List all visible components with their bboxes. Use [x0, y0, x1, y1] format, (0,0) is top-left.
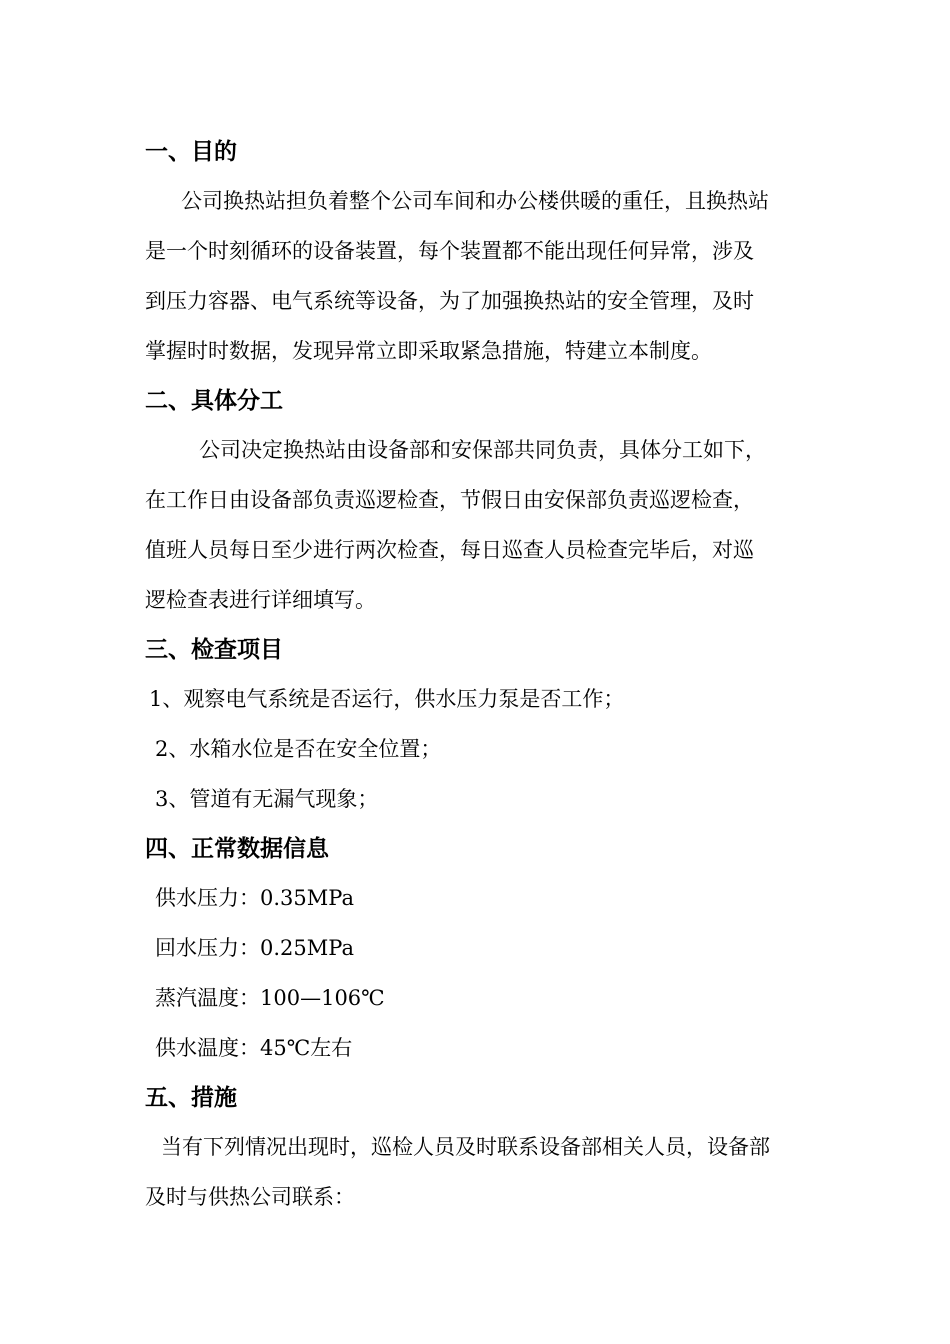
- section-heading-division: 二、具体分工: [145, 388, 283, 414]
- paragraph-line: 逻检查表进行详细填写。: [145, 588, 376, 612]
- section-heading-normal-data: 四、正常数据信息: [145, 836, 329, 862]
- paragraph-line: 是一个时刻循环的设备装置，每个装置都不能出现任何异常，涉及: [145, 239, 754, 263]
- data-item-supply-temperature: 供水温度：45℃左右: [155, 1036, 353, 1060]
- paragraph-line: 在工作日由设备部负责巡逻检查，节假日由安保部负责巡逻检查，: [145, 488, 754, 512]
- section-heading-inspection-items: 三、检查项目: [145, 637, 283, 663]
- data-item-return-pressure: 回水压力：0.25MPa: [155, 936, 354, 960]
- paragraph-line: 公司换热站担负着整个公司车间和办公楼供暖的重任，且换热站: [181, 189, 769, 213]
- data-item-steam-temperature: 蒸汽温度：100—106℃: [155, 986, 385, 1010]
- paragraph-line: 值班人员每日至少进行两次检查，每日巡查人员检查完毕后，对巡: [145, 538, 754, 562]
- list-item: 1、观察电气系统是否运行，供水压力泵是否工作；: [149, 687, 625, 711]
- data-item-supply-pressure: 供水压力：0.35MPa: [155, 886, 354, 910]
- section-heading-measures: 五、措施: [145, 1085, 237, 1111]
- section-heading-purpose: 一、目的: [145, 139, 237, 165]
- list-item: 2、水箱水位是否在安全位置；: [155, 737, 442, 761]
- paragraph-line: 公司决定换热站由设备部和安保部共同负责，具体分工如下，: [199, 438, 766, 462]
- paragraph-line: 掌握时时数据，发现异常立即采取紧急措施，特建立本制度。: [145, 339, 712, 363]
- paragraph-line: 到压力容器、电气系统等设备，为了加强换热站的安全管理，及时: [145, 289, 754, 313]
- paragraph-line: 当有下列情况出现时，巡检人员及时联系设备部相关人员，设备部: [161, 1135, 770, 1159]
- paragraph-line: 及时与供热公司联系：: [145, 1185, 355, 1209]
- list-item: 3、管道有无漏气现象；: [155, 787, 379, 811]
